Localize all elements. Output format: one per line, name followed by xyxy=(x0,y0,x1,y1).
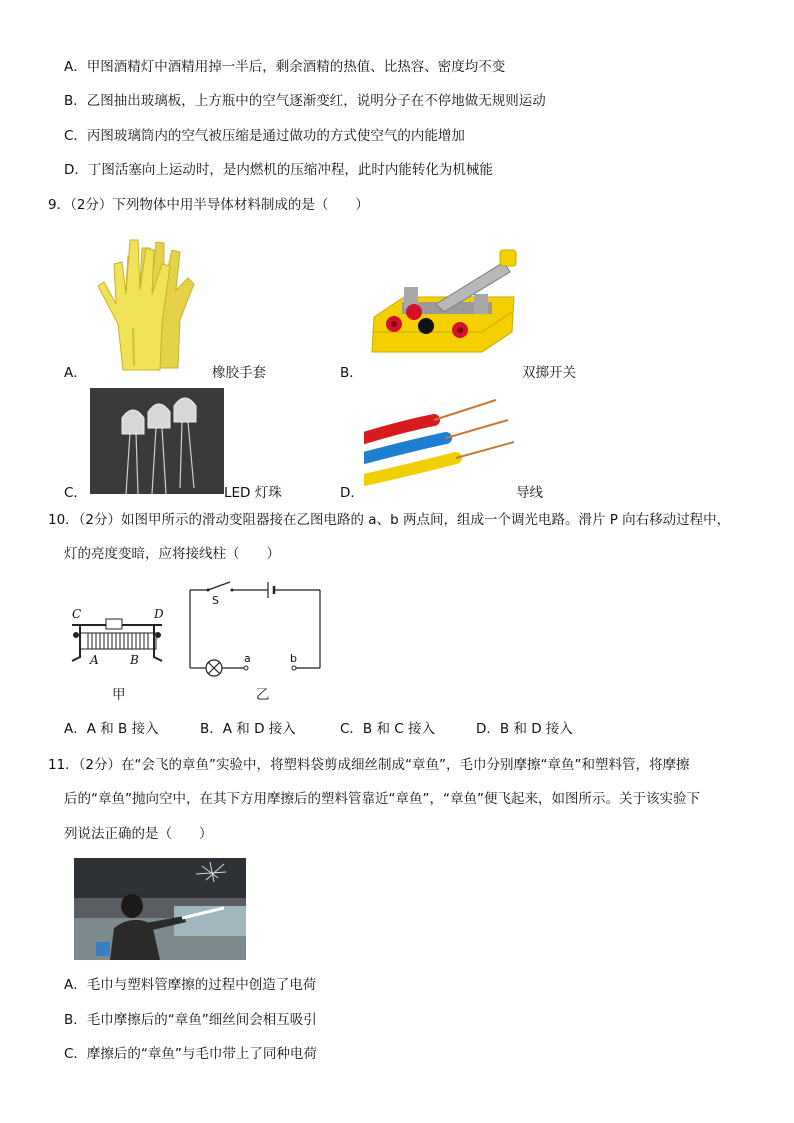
q10-option-d: D．B 和 D 接入 xyxy=(476,721,573,737)
q8-option-b: B．乙图抽出玻璃板，上方瓶中的空气逐渐变红，说明分子在不停地做无规则运动 xyxy=(64,93,546,109)
q9-option-d-letter: D． xyxy=(340,485,364,501)
q10-option-c: C．B 和 C 接入 xyxy=(340,721,435,737)
wires-image xyxy=(364,388,514,494)
point-b-label: b xyxy=(290,652,297,665)
terminal-a-label: A xyxy=(90,653,99,667)
q11-option-b: B．毛巾摩擦后的“章鱼”细丝间会相互吸引 xyxy=(64,1012,317,1028)
q10-stem-line2: 灯的亮度变暗，应将接线柱（ ） xyxy=(64,546,280,562)
led-beads-image xyxy=(90,388,224,494)
rheostat-figure xyxy=(66,605,172,671)
terminal-d-label: D xyxy=(154,607,164,621)
q9-option-a-caption: 橡胶手套 xyxy=(212,365,266,381)
rubber-gloves-image xyxy=(88,228,213,374)
q11-stem-line1: 11．（2分）在“会飞的章鱼”实验中，将塑料袋剪成细丝制成“章鱼”，毛巾分别摩擦“章鱼”和塑料管，将摩擦 xyxy=(48,757,690,773)
q8-option-c: C．丙图玻璃筒内的空气被压缩是通过做功的方式使空气的内能增加 xyxy=(64,128,465,144)
flying-octopus-photo xyxy=(74,858,246,960)
figure-yi-caption: 乙 xyxy=(256,687,270,703)
q10-option-b: B．A 和 D 接入 xyxy=(200,721,296,737)
q10-stem-line1: 10．（2分）如图甲所示的滑动变阻器接在乙图电路的 a、b 两点间，组成一个调光电路。滑片 P 向右移动过程中， xyxy=(48,512,731,528)
q11-stem-line3: 列说法正确的是（ ） xyxy=(64,826,213,842)
q9-option-b-caption: 双掷开关 xyxy=(522,365,576,381)
double-throw-switch-image xyxy=(364,232,519,374)
q8-option-a: A．甲图酒精灯中酒精用掉一半后，剩余酒精的热值、比热容、密度均不变 xyxy=(64,59,506,75)
terminal-b-label: B xyxy=(130,653,139,667)
switch-s-label: S xyxy=(212,594,219,607)
q9-option-c-letter: C． xyxy=(64,485,87,501)
q9-option-a-letter: A． xyxy=(64,365,87,381)
q8-option-d: D．丁图活塞向上运动时，是内燃机的压缩冲程，此时内能转化为机械能 xyxy=(64,162,493,178)
point-a-label: a xyxy=(244,652,251,665)
q11-option-c: C．摩擦后的“章鱼”与毛巾带上了同种电荷 xyxy=(64,1046,317,1062)
q11-option-a: A．毛巾与塑料管摩擦的过程中创造了电荷 xyxy=(64,977,317,993)
q9-option-b-letter: B． xyxy=(340,365,363,381)
q9-option-c-caption: LED 灯珠 xyxy=(224,485,282,501)
q10-option-a: A．A 和 B 接入 xyxy=(64,721,159,737)
q9-option-d-caption: 导线 xyxy=(516,485,543,501)
circuit-figure xyxy=(186,578,326,678)
q9-stem: 9．（2分）下列物体中用半导体材料制成的是（ ） xyxy=(48,197,369,213)
figure-jia-caption: 甲 xyxy=(112,687,126,703)
terminal-c-label: C xyxy=(72,607,82,621)
q11-stem-line2: 后的“章鱼”抛向空中，在其下方用摩擦后的塑料管靠近“章鱼”，“章鱼”便飞起来，如图所示。关于该实验下 xyxy=(64,791,700,807)
